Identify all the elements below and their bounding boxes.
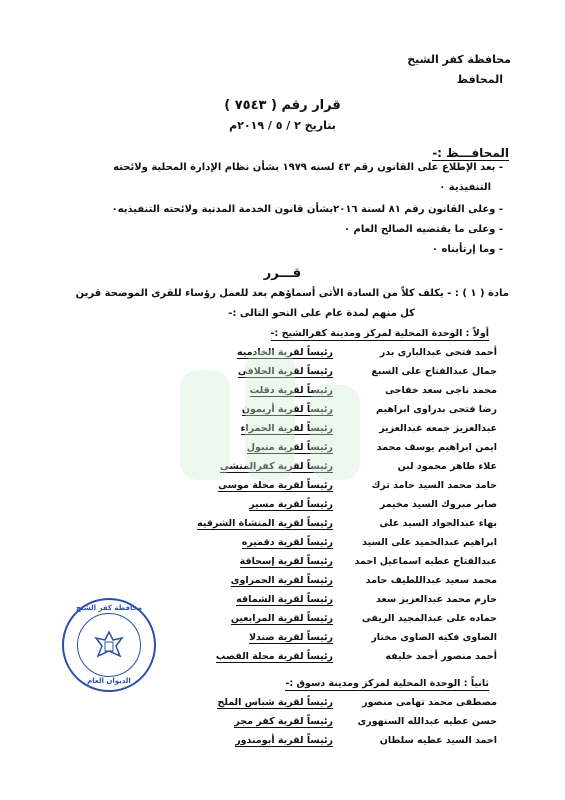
section-1-heading: أولاً : الوحدة المحلية لمركز ومدينة كفرالشيخ :- <box>270 328 489 339</box>
village-assignment-text: رئيساً لقرية صندلا <box>248 632 333 643</box>
list-item <box>0 423 565 441</box>
list-item <box>0 347 565 365</box>
person-name: احمد السيد عطيه سلطان <box>379 735 497 746</box>
village-assignment-text: رئيساً لقرية كفرالمنشى <box>219 461 333 472</box>
list-item <box>0 461 565 479</box>
list-item <box>0 697 565 715</box>
seal-bottom-text: الديوان العام <box>87 677 131 685</box>
person-name: محمد سعيد عبداللطيف حامد <box>365 575 497 586</box>
person-name: أحمد فتحى عبدالبارى بدر <box>379 347 497 358</box>
village-assignment <box>231 613 333 624</box>
village-assignment-text: رئيساً لقرية الحمراء <box>240 423 333 434</box>
preamble-line-2: - وعلى القانون رقم ٨١ لسنة ٢٠١٦بشأن قانون الخدمة المدنية ولائحته التنفيذيه٠ <box>111 204 503 215</box>
village-assignment <box>238 366 333 377</box>
village-assignment-text: رئيساً لقرية الخادميه <box>236 347 333 358</box>
preamble-line-1: - بعد الإطلاع على القانون رقم ٤٣ لسنه ١٩٧٩ بشأن نظام الإدارة المحلية ولائحته <box>113 162 503 173</box>
list-item <box>0 716 565 734</box>
person-name: الصاوى فكيه الصاوى مختار <box>371 632 497 643</box>
person-name: محمد ناجى سعد خفاجى <box>384 385 497 396</box>
seal-top-text: محافظة كفر الشيخ <box>75 604 143 612</box>
decision-title: قـــرر <box>263 266 302 281</box>
eagle-emblem-icon <box>92 628 126 662</box>
person-name: حازم محمد عبدالعزيز سعد <box>376 594 497 605</box>
village-assignment <box>218 480 333 491</box>
village-assignment-text: رئيساً لقرية محلة القصب <box>215 651 333 662</box>
village-assignment <box>242 537 333 548</box>
list-item <box>0 442 565 460</box>
preamble-line-3: - وعلى ما يقتضيه الصالح العام ٠ <box>343 224 503 235</box>
village-assignment-text: رئيساً لقرية شباس الملح <box>217 697 333 708</box>
village-assignment <box>249 632 333 643</box>
list-item <box>0 366 565 384</box>
village-assignment-text: رئيساً لقرية مسير <box>249 499 333 510</box>
preamble-line-4: - وما إرتأيناه ٠ <box>431 244 503 255</box>
list-item <box>0 537 565 555</box>
list-item <box>0 735 565 753</box>
person-name: أحمد منصور أحمد خليفه <box>385 651 497 662</box>
person-name: حماده على عبدالمجيد الريفى <box>361 613 497 624</box>
person-name: حامد محمد السيد حامد ترك <box>371 480 497 491</box>
preamble-line-1b: التنفيذية ٠ <box>439 182 491 193</box>
list-item <box>0 575 565 593</box>
person-name: عبدالفتاح عطيه اسماعيل احمد <box>354 556 497 567</box>
village-assignment-text: رئيساً لقرية إسحاقة <box>239 556 333 567</box>
village-assignment <box>242 404 333 415</box>
village-assignment <box>216 651 333 662</box>
village-assignment-text: رئيساً لقرية دقلت <box>249 385 333 396</box>
decision-date: بتاريخ ٢ / ٥ / ٢٠١٩م <box>229 119 336 132</box>
village-assignment-text: رئيساً لقرية متبول <box>246 442 333 453</box>
village-assignment <box>237 347 333 358</box>
person-name: رضا فتحى بدراوى ابراهيم <box>376 404 497 415</box>
person-name: جمال عبدالفتاح على السبع <box>371 366 497 377</box>
village-assignment <box>197 518 333 529</box>
person-name: ايمن ابراهيم يوسف محمد <box>376 442 497 453</box>
list-item <box>0 480 565 498</box>
person-name: ابراهيم عبدالحميد على السيد <box>362 537 497 548</box>
list-item <box>0 556 565 574</box>
person-name: بهاء عبدالجواد السيد على <box>379 518 497 529</box>
article-1-line-2: كل منهم لمدة عام على النحو التالى :- <box>228 308 415 319</box>
preamble-title: المحافـــظ :- <box>432 146 509 160</box>
person-name: عبدالعزيز جمعه عبدالعزيز <box>379 423 497 434</box>
village-assignment <box>234 716 333 727</box>
person-name: مصطفى محمد تهامى منصور <box>362 697 497 708</box>
village-assignment <box>235 735 333 746</box>
village-assignment-text: رئيساً لقرية المنشاة الشرقيه <box>197 518 333 529</box>
person-name: علاء طاهر محمود لبن <box>397 461 497 472</box>
governorate-name: محافظة كفر الشيخ <box>407 53 511 66</box>
village-assignment <box>217 697 333 708</box>
official-seal <box>62 598 156 692</box>
decision-number: قرار رقم ( ٧٥٤٣ ) <box>224 98 341 113</box>
village-assignment-text: رئيساً لقرية دقميره <box>241 537 333 548</box>
village-assignment <box>220 461 333 472</box>
village-assignment <box>231 575 333 586</box>
person-name: صابر مبروك السيد مخيمر <box>379 499 497 510</box>
village-assignment <box>247 442 333 453</box>
village-assignment <box>249 499 333 510</box>
village-assignment-text: رئيساً لقرية كفر مجر <box>234 716 333 727</box>
village-assignment-text: رئيساً لقرية الحمراوى <box>230 575 333 586</box>
office-name: المحافظ <box>456 73 503 86</box>
list-item <box>0 385 565 403</box>
village-assignment-text: رئيساً لقرية الشماقه <box>236 594 333 605</box>
village-assignment <box>236 594 333 605</box>
village-assignment-text: رئيساً لقرية المرابعين <box>230 613 333 624</box>
village-assignment <box>241 423 333 434</box>
person-name: حسن عطيه عبدالله السنهورى <box>357 716 497 727</box>
village-assignment-text: رئيساً لقرية أريمون <box>241 404 333 415</box>
village-assignment <box>240 556 333 567</box>
list-item <box>0 404 565 422</box>
list-item <box>0 499 565 517</box>
village-assignment-text: رئيساً لقرية أبومندور <box>235 735 333 746</box>
section-2-heading: ثانياً : الوحدة المحلية لمركز ومدينة دسوق :- <box>285 678 489 689</box>
village-assignment <box>250 385 333 396</box>
list-item <box>0 518 565 536</box>
village-assignment-text: رئيساً لقرية الحلافى <box>237 366 333 377</box>
village-assignment-text: رئيساً لقرية محلة موسى <box>218 480 333 491</box>
article-1-line-1: مادة ( ١ ) : - يكلف كلاً من السادة الأتى أسماؤهم بعد للعمل رؤساء للقرى الموضحة قرين <box>75 288 509 299</box>
seal-inner-ring <box>77 613 141 677</box>
